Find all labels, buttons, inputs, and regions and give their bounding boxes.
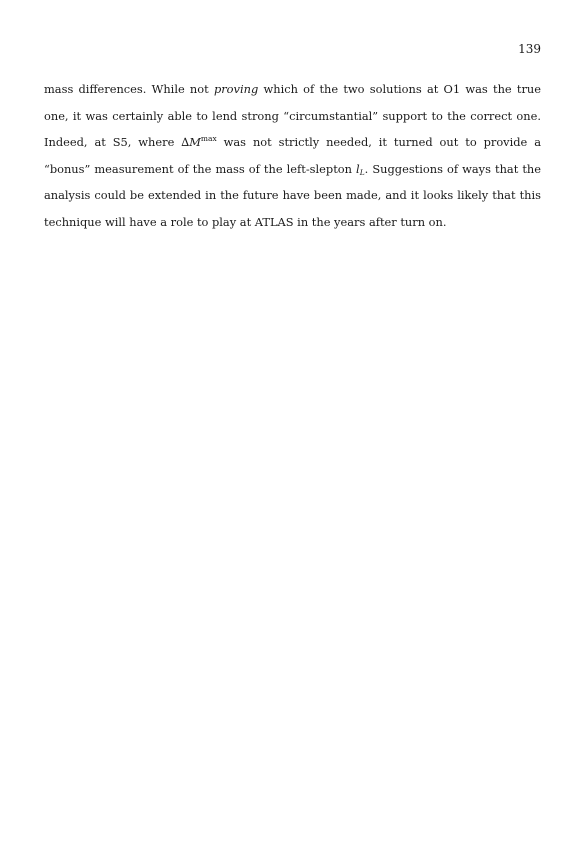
paragraph-text: mass differences. While not [44,82,214,96]
math-superscript-max: max [200,134,217,144]
math-m: M [189,135,201,150]
page-number: 139 [518,42,541,56]
math-delta: ∆ [181,135,190,150]
math-subscript-l: L [359,167,365,177]
math-slepton-l: l [356,161,360,176]
body-paragraph [44,76,541,236]
emphasis-proving: proving [213,82,259,96]
paragraph-text: which of the two solutions at O1 was the true one, it was certainly able to lend strong “circumstantial” support to the correct one. Indeed, at S5, where [44,82,541,150]
paragraph-text: . Suggestions of ways that the analysis could be extended in the future have been made, and it looks likely that this technique will have a role to play at ATLAS in the years after turn on. [44,161,542,229]
paragraph-text: was not strictly needed, it turned out to provide a “bonus” measurement of the mass of the left-slepton [44,135,541,176]
